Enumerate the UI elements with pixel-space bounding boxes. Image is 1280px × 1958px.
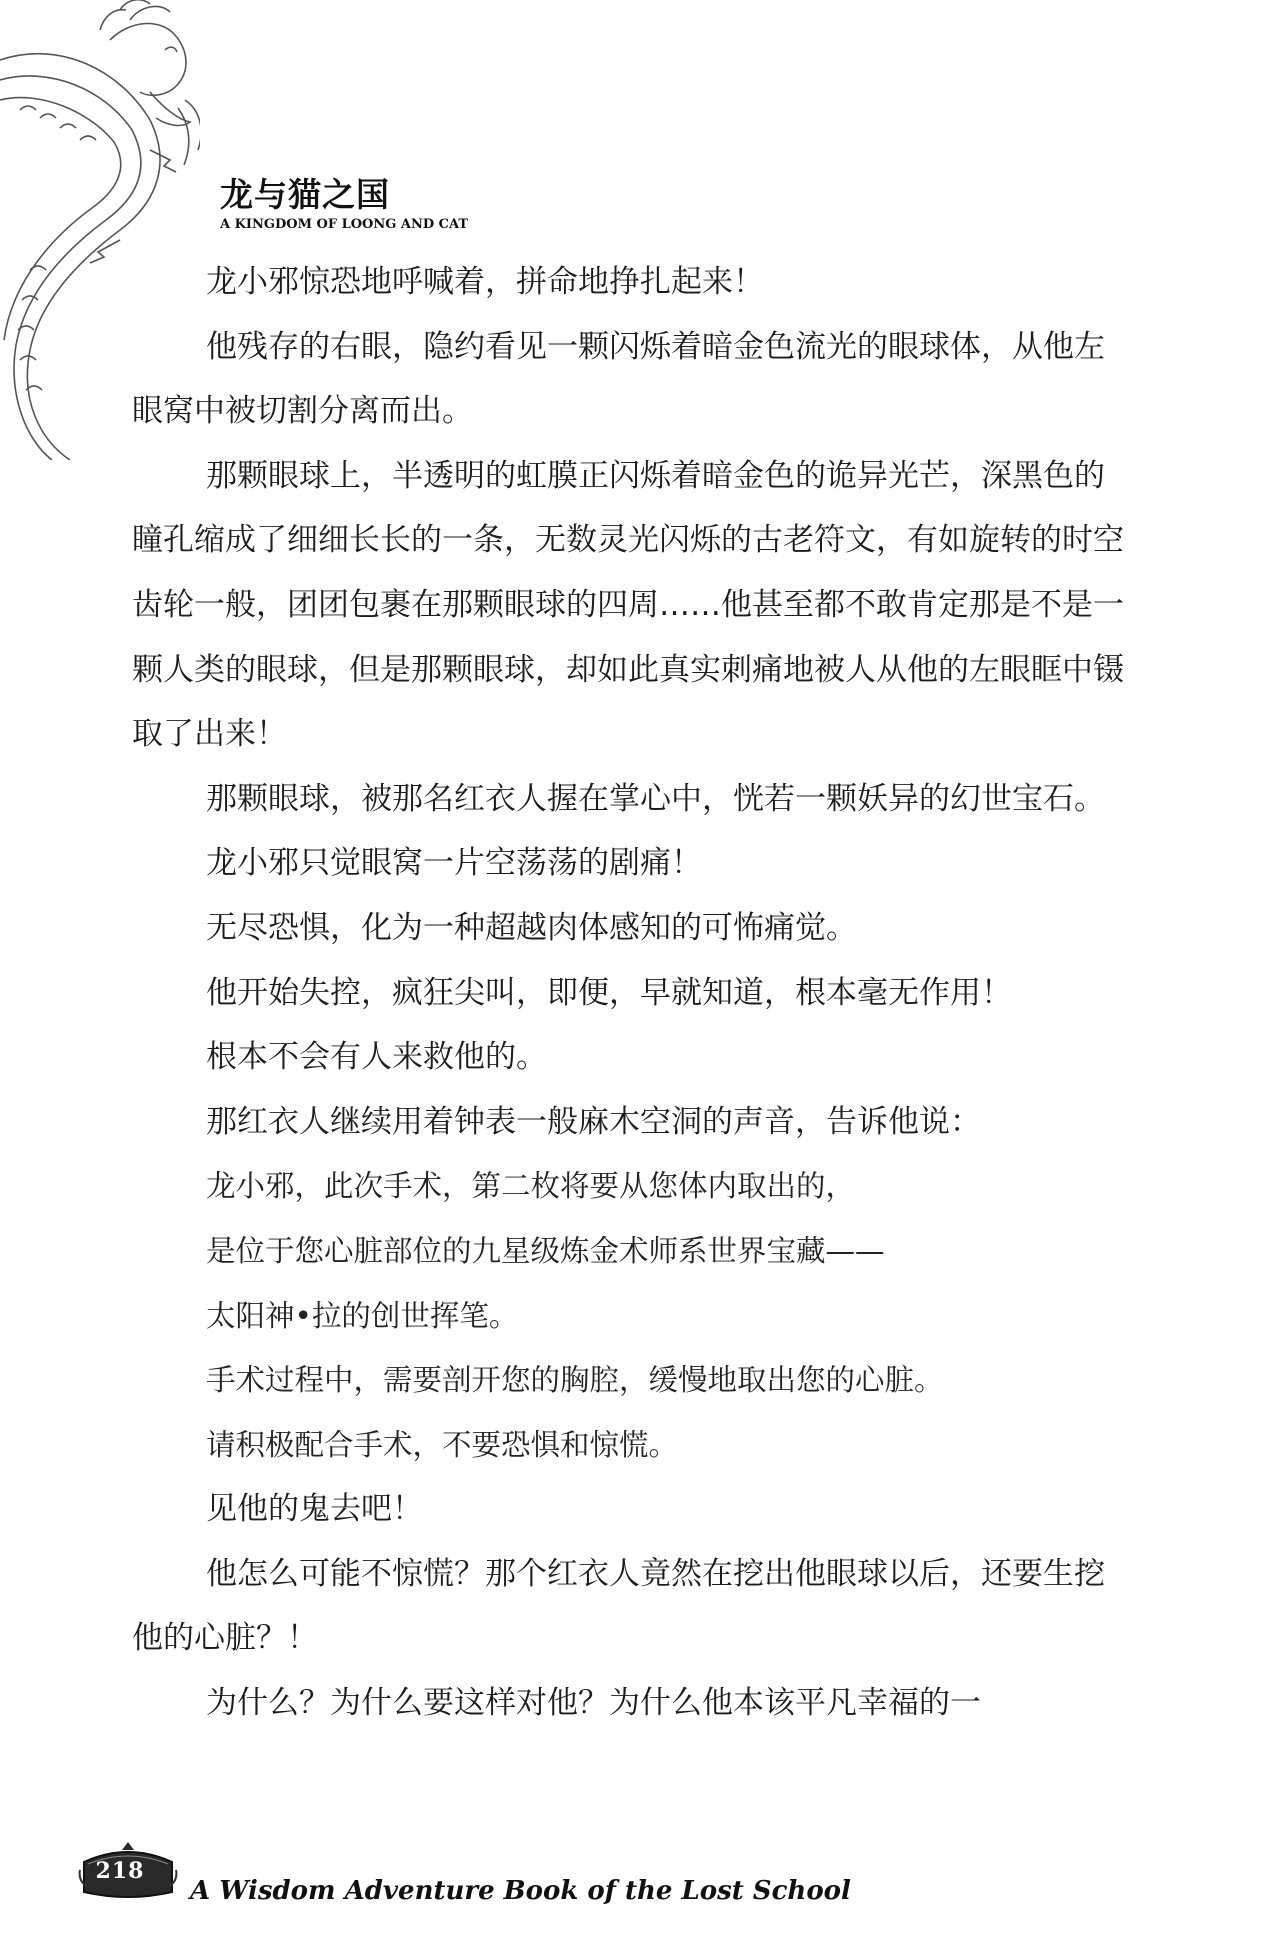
paragraph: 根本不会有人来救他的。 bbox=[206, 1039, 547, 1076]
paragraph: 那红衣人继续用着钟表一般麻木空洞的声音，告诉他说： bbox=[206, 1103, 981, 1140]
page-body bbox=[132, 250, 1132, 1736]
book-subtitle: A KINGDOM OF LOONG AND CAT bbox=[220, 217, 469, 232]
paragraph: 无尽恐惧，化为一种超越肉体感知的可怖痛觉。 bbox=[206, 909, 857, 946]
paragraph: 龙小邪只觉眼窝一片空荡荡的剧痛！ bbox=[206, 845, 702, 882]
quoted-speech-line: 是位于您心脏部位的九星级炼金术师系世界宝藏—— bbox=[206, 1233, 885, 1268]
quoted-speech-line: 手术过程中，需要剖开您的胸腔，缓慢地取出您的心脏。 bbox=[206, 1363, 944, 1398]
quoted-speech-line: 龙小邪，此次手术，第二枚将要从您体内取出的， bbox=[206, 1169, 856, 1204]
running-header bbox=[220, 175, 469, 232]
paragraph: 他残存的右眼，隐约看见一颗闪烁着暗金色流光的眼球体，从他左眼窝中被切割分离而出。 bbox=[132, 328, 1105, 430]
page-number: 218 bbox=[95, 1858, 145, 1884]
book-title: 龙与猫之国 bbox=[220, 175, 390, 214]
paragraph: 龙小邪惊恐地呼喊着，拼命地挣扎起来！ bbox=[206, 264, 764, 300]
paragraph: 那颗眼球，被那名红衣人握在掌心中，恍若一颗妖异的幻世宝石。 bbox=[206, 780, 1105, 817]
paragraph: 见他的鬼去吧！ bbox=[206, 1491, 423, 1528]
paragraph: 那颗眼球上，半透明的虹膜正闪烁着暗金色的诡异光芒，深黑色的瞳孔缩成了细细长长的一条，无数灵光闪烁的古老符文，有如旋转的时空齿轮一般，团团包裹在那颗眼球的四周……他甚至都不敢肯定那是不是一颗人类的眼球，但是那颗眼球，却如此真实刺痛地被人从他的左眼眶中镊取了出来！ bbox=[132, 457, 1124, 753]
page-footer bbox=[70, 1830, 1220, 1930]
paragraph: 为什么？为什么要这样对他？为什么他本该平凡幸福的一 bbox=[206, 1685, 981, 1722]
series-title: A Wisdom Adventure Book of the Lost School bbox=[190, 1876, 851, 1906]
quoted-speech-line: 太阳神•拉的创世挥笔。 bbox=[206, 1298, 519, 1333]
paragraph: 他开始失控，疯狂尖叫，即便，早就知道，根本毫无作用！ bbox=[206, 974, 1012, 1011]
paragraph: 他怎么可能不惊慌？那个红衣人竟然在挖出他眼球以后，还要生挖他的心脏？！ bbox=[132, 1555, 1105, 1657]
quoted-speech-line: 请积极配合手术，不要恐惧和惊慌。 bbox=[206, 1427, 679, 1462]
